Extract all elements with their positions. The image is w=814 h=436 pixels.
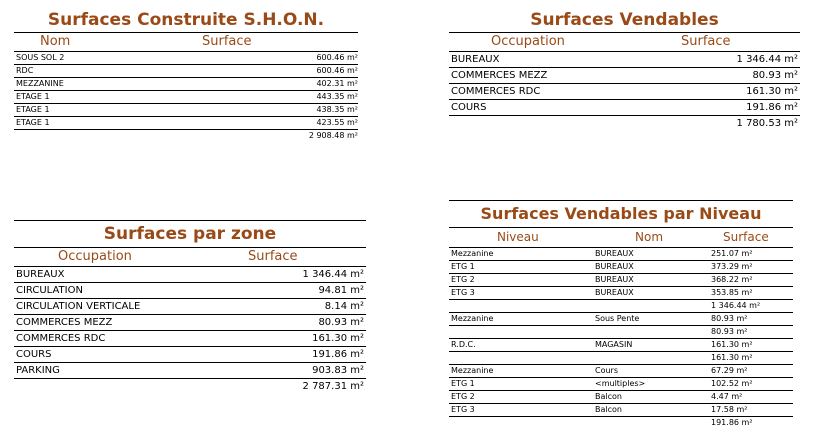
zone-cell-occ: BUREAUX (16, 269, 65, 280)
niveau-row (449, 274, 793, 287)
shon-panel (14, 8, 358, 142)
shon-cell-name: ETAGE 1 (16, 118, 50, 127)
niveau-cell-area: 4.47 m² (711, 392, 743, 401)
shon-cell-area: 402.31 m² (316, 79, 358, 88)
zone-row (14, 315, 366, 331)
niveau-cell-level: ETG 3 (451, 288, 475, 297)
vendables-title: Surfaces Vendables (449, 8, 800, 33)
shon-row (14, 91, 358, 104)
niveau-row (449, 404, 793, 417)
niveau-row (449, 378, 793, 391)
shon-cell-name: SOUS SOL 2 (16, 53, 65, 62)
niveau-cell-area: 67.29 m² (711, 366, 748, 375)
shon-total-row (14, 130, 358, 142)
shon-cell-name: RDC (16, 66, 34, 75)
niveau-cell-area: 80.93 m² (711, 314, 748, 323)
niveau-row (449, 352, 793, 365)
niveau-cell-name: Sous Pente (595, 314, 640, 323)
niveau-cell-area: 251.07 m² (711, 249, 753, 258)
niveau-cell-level: ETG 1 (451, 262, 475, 271)
niveau-col-name: Nom (635, 230, 664, 244)
zone-row (14, 299, 366, 315)
zone-col-occ: Occupation (58, 249, 132, 264)
zone-cell-occ: COURS (16, 349, 52, 360)
niveau-row (449, 248, 793, 261)
vendables-total: 1 780.53 m² (736, 118, 798, 129)
niveau-title: Surfaces Vendables par Niveau (449, 200, 793, 228)
niveau-cell-level: ETG 3 (451, 405, 475, 414)
vendables-cell-area: 80.93 m² (752, 70, 798, 81)
niveau-total: 191.86 m² (711, 418, 753, 427)
vendables-row (449, 52, 800, 68)
shon-row (14, 78, 358, 91)
niveau-header (449, 228, 793, 247)
shon-col-name: Nom (40, 34, 71, 49)
vendables-cell-occ: COMMERCES MEZZ (451, 70, 548, 81)
zone-total-row (14, 379, 366, 395)
zone-cell-occ: PARKING (16, 365, 60, 376)
niveau-cell-name: Cours (595, 366, 619, 375)
niveau-cell-name: BUREAUX (595, 288, 634, 297)
vendables-header (449, 33, 800, 51)
niveau-cell-name: <multiples> (595, 379, 646, 388)
zone-cell-area: 191.86 m² (312, 349, 364, 360)
niveau-panel (449, 200, 793, 429)
shon-cell-name: MEZZANINE (16, 79, 64, 88)
shon-cell-area: 600.46 m² (316, 66, 358, 75)
zone-cell-occ: COMMERCES MEZZ (16, 317, 113, 328)
niveau-row (449, 391, 793, 404)
vendables-row (449, 84, 800, 100)
shon-row (14, 117, 358, 130)
zone-total: 2 787.31 m² (302, 381, 364, 392)
vendables-total-row (449, 116, 800, 132)
niveau-cell-area: 368.22 m² (711, 275, 753, 284)
vendables-rows (449, 51, 800, 116)
shon-title: Surfaces Construite S.H.O.N. (14, 8, 358, 33)
shon-cell-name: ETAGE 1 (16, 105, 50, 114)
niveau-cell-name: BUREAUX (595, 249, 634, 258)
zone-cell-area: 94.81 m² (318, 285, 364, 296)
shon-cell-area: 600.46 m² (316, 53, 358, 62)
shon-rows (14, 51, 358, 130)
zone-cell-area: 903.83 m² (312, 365, 364, 376)
shon-cell-area: 443.35 m² (316, 92, 358, 101)
shon-cell-area: 423.55 m² (316, 118, 358, 127)
vendables-cell-occ: COURS (451, 102, 487, 113)
vendables-cell-occ: BUREAUX (451, 54, 500, 65)
niveau-row (449, 313, 793, 326)
shon-row (14, 104, 358, 117)
niveau-cell-name: BUREAUX (595, 262, 634, 271)
shon-header (14, 33, 358, 51)
niveau-cell-area: 80.93 m² (711, 327, 748, 336)
niveau-cell-name: Balcon (595, 405, 622, 414)
zone-cell-area: 80.93 m² (318, 317, 364, 328)
niveau-cell-level: Mezzanine (451, 249, 494, 258)
zone-header (14, 248, 366, 266)
shon-row (14, 65, 358, 78)
niveau-cell-area: 102.52 m² (711, 379, 753, 388)
zone-cell-area: 8.14 m² (324, 301, 364, 312)
niveau-cell-name: MAGASIN (595, 340, 633, 349)
vendables-col-area: Surface (681, 34, 731, 49)
niveau-cell-level: Mezzanine (451, 314, 494, 323)
niveau-cell-level: Mezzanine (451, 366, 494, 375)
vendables-cell-area: 161.30 m² (746, 86, 798, 97)
zone-cell-area: 1 346.44 m² (302, 269, 364, 280)
zone-col-area: Surface (248, 249, 298, 264)
niveau-rows (449, 247, 793, 417)
zone-row (14, 331, 366, 347)
niveau-cell-name: Balcon (595, 392, 622, 401)
vendables-row (449, 100, 800, 116)
zone-cell-area: 161.30 m² (312, 333, 364, 344)
niveau-cell-area: 161.30 m² (711, 340, 753, 349)
niveau-cell-area: 17.58 m² (711, 405, 748, 414)
niveau-row (449, 339, 793, 352)
niveau-cell-name: BUREAUX (595, 275, 634, 284)
vendables-col-occ: Occupation (491, 34, 565, 49)
niveau-cell-area: 161.30 m² (711, 353, 753, 362)
zone-rows (14, 266, 366, 379)
niveau-cell-area: 1 346.44 m² (711, 301, 761, 310)
zone-cell-occ: COMMERCES RDC (16, 333, 106, 344)
niveau-cell-level: R.D.C. (451, 340, 476, 349)
niveau-cell-level: ETG 2 (451, 275, 475, 284)
niveau-cell-area: 373.29 m² (711, 262, 753, 271)
shon-col-area: Surface (202, 34, 252, 49)
shon-cell-name: ETAGE 1 (16, 92, 50, 101)
niveau-row (449, 326, 793, 339)
niveau-cell-level: ETG 2 (451, 392, 475, 401)
niveau-row (449, 287, 793, 300)
zone-row (14, 363, 366, 379)
zone-row (14, 347, 366, 363)
niveau-row (449, 365, 793, 378)
niveau-row (449, 261, 793, 274)
vendables-cell-area: 1 346.44 m² (736, 54, 798, 65)
shon-cell-area: 438.35 m² (316, 105, 358, 114)
vendables-cell-occ: COMMERCES RDC (451, 86, 541, 97)
zone-row (14, 267, 366, 283)
zone-row (14, 283, 366, 299)
niveau-row (449, 300, 793, 313)
zone-title: Surfaces par zone (14, 220, 366, 248)
shon-total: 2 908.48 m² (308, 131, 358, 140)
zone-panel (14, 220, 366, 395)
niveau-total-row (449, 417, 793, 429)
niveau-cell-area: 353.85 m² (711, 288, 753, 297)
vendables-panel (449, 8, 800, 132)
niveau-col-level: Niveau (497, 230, 539, 244)
zone-cell-occ: CIRCULATION VERTICALE (16, 301, 141, 312)
niveau-col-area: Surface (723, 230, 769, 244)
vendables-cell-area: 191.86 m² (746, 102, 798, 113)
zone-cell-occ: CIRCULATION (16, 285, 83, 296)
niveau-cell-level: ETG 1 (451, 379, 475, 388)
vendables-row (449, 68, 800, 84)
shon-row (14, 52, 358, 65)
